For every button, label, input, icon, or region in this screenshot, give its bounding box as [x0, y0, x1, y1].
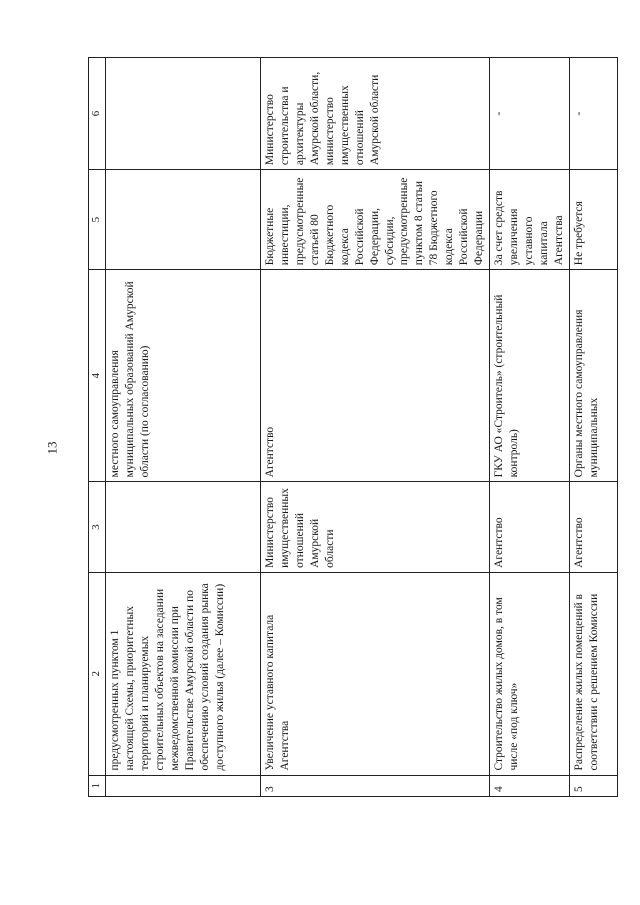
source-cell: За счет средств увеличения уставного капитала Агентства [490, 170, 570, 270]
header-cell: 1 [89, 775, 106, 796]
header-cell: 4 [89, 270, 106, 482]
coexecutor-cell [106, 58, 261, 170]
source-cell [106, 170, 261, 270]
executor-cell: ГКУ АО «Строитель» (строительный контроль) [490, 270, 570, 482]
responsible-cell [106, 482, 261, 573]
table-row [106, 58, 261, 797]
table-row [261, 58, 490, 797]
event-cell: Увеличение уставного капитала Агентства [261, 572, 490, 775]
executor-cell: местного самоуправления муниципальных образований Амурской области (по согласованию) [106, 270, 261, 482]
event-cell: Строительство жилых домов, в том числе «под ключ» [490, 572, 570, 775]
header-cell: 3 [89, 482, 106, 573]
source-cell: Не требуется [569, 170, 617, 270]
executor-cell: Органы местного самоуправления муниципальных [569, 270, 617, 482]
executor-cell: Агентство [261, 270, 490, 482]
row-number: 5 [569, 775, 617, 796]
plan-table [88, 57, 618, 797]
row-number: 3 [261, 775, 490, 796]
table-row [569, 58, 617, 797]
event-cell: предусмотренных пунктом 1 настоящей Схемы, приоритетных территорий и планируемых строительных объектов на заседании межведомственной комиссии при Правительстве Амурской области по обеспечению условий создания рынка доступного жилья (далее – Комиссии) [106, 572, 261, 775]
rotated-document-table [88, 57, 600, 797]
row-number [106, 775, 261, 796]
row-number: 4 [490, 775, 570, 796]
coexecutor-cell: - [569, 58, 617, 170]
coexecutor-cell: - [490, 58, 570, 170]
header-cell: 5 [89, 170, 106, 270]
page-number: 13 [44, 441, 60, 455]
coexecutor-cell: Министерство строительства и архитектуры Амурской области, министерство имущественных отношений Амурской области [261, 58, 490, 170]
source-cell: Бюджетные инвестиции, предусмотренные статьей 80 Бюджетного кодекса Российской Федерации, субсидии, предусмотренные пунктом 8 статьи 78 Бюджетного кодекса Российской Федерации [261, 170, 490, 270]
header-cell: 6 [89, 58, 106, 170]
header-row [89, 58, 106, 797]
event-cell: Распределение жилых помещений в соответствии с решением Комиссии [569, 572, 617, 775]
responsible-cell: Агентство [490, 482, 570, 573]
table-row [490, 58, 570, 797]
responsible-cell: Министерство имущественных отношений Амурской области [261, 482, 490, 573]
responsible-cell: Агентство [569, 482, 617, 573]
header-cell: 2 [89, 572, 106, 775]
